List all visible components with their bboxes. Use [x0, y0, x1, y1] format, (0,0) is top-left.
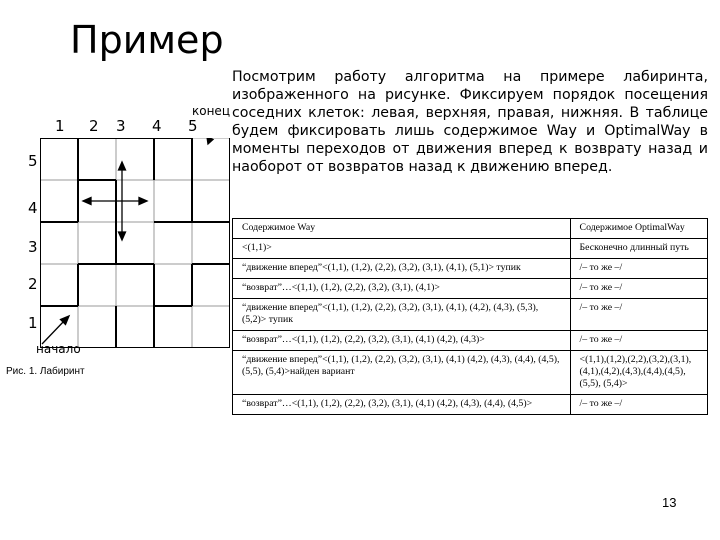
- slide-title: Пример: [70, 18, 224, 62]
- end-label: конец: [192, 104, 230, 118]
- way-cell: “движение вперед”<(1,1), (1,2), (2,2), (3,2), (3,1), (4,1) (4,2), (4,3), (4,4), (4,5), (5,5), (5,4)>найден вариант: [233, 351, 571, 395]
- table-row: [233, 259, 708, 279]
- figure-caption: Рис. 1. Лабиринт: [6, 366, 85, 377]
- optimal-cell: /– то же –/: [570, 299, 707, 331]
- start-label: начало: [36, 342, 81, 356]
- col-label-3: 3: [116, 117, 126, 135]
- row-label-4: 4: [28, 199, 38, 217]
- optimal-cell: /– то же –/: [570, 331, 707, 351]
- col-label-4: 4: [152, 117, 162, 135]
- table-row: [233, 239, 708, 259]
- way-cell: “возврат”…<(1,1), (1,2), (2,2), (3,2), (3,1), (4,1)>: [233, 279, 571, 299]
- row-label-1: 1: [28, 314, 38, 332]
- table-header-row: [233, 219, 708, 239]
- maze-diagram: [40, 138, 230, 348]
- table-row: [233, 351, 708, 395]
- table-row: [233, 395, 708, 415]
- optimal-cell: <(1,1),(1,2),(2,2),(3,2),(3,1),(4,1),(4,2),(4,3),(4,4),(4,5),(5,5), (5,4)>: [570, 351, 707, 395]
- optimal-cell: Бесконечно длинный путь: [570, 239, 707, 259]
- row-label-3: 3: [28, 238, 38, 256]
- table-row: [233, 299, 708, 331]
- intro-paragraph: Посмотрим работу алгоритма на примере лабиринта, изображенного на рисунке. Фиксируем порядок посещения соседних клеток: левая, верхняя, правая, нижняя. В таблице будем фиксировать лишь содержимое Way и OptimalWay в моменты переходов от движения вперед к возврату назад и наоборот от возвратов назад к движению вперед.: [232, 69, 708, 175]
- col-label-2: 2: [89, 117, 99, 135]
- header-optimalway: Содержимое OptimalWay: [570, 219, 707, 239]
- row-label-2: 2: [28, 275, 38, 293]
- way-cell: “возврат”…<(1,1), (1,2), (2,2), (3,2), (3,1), (4,1) (4,2), (4,3)>: [233, 331, 571, 351]
- optimal-cell: /– то же –/: [570, 279, 707, 299]
- table-row: [233, 331, 708, 351]
- optimal-cell: /– то же –/: [570, 395, 707, 415]
- way-cell: “возврат”…<(1,1), (1,2), (2,2), (3,2), (3,1), (4,1) (4,2), (4,3), (4,4), (4,5)>: [233, 395, 571, 415]
- col-label-1: 1: [55, 117, 65, 135]
- end-arrow-icon: [207, 138, 216, 144]
- way-cell: “движение вперед”<(1,1), (1,2), (2,2), (3,2), (3,1), (4,1), (4,2), (4,3), (5,3), (5,2)> тупик: [233, 299, 571, 331]
- header-way: Содержимое Way: [233, 219, 571, 239]
- table-row: [233, 279, 708, 299]
- way-cell: “движение вперед”<(1,1), (1,2), (2,2), (3,2), (3,1), (4,1), (5,1)> тупик: [233, 259, 571, 279]
- optimal-cell: /– то же –/: [570, 259, 707, 279]
- way-cell: <(1,1)>: [233, 239, 571, 259]
- col-label-5: 5: [188, 117, 198, 135]
- trace-table: [232, 218, 708, 415]
- start-arrow-icon: [42, 316, 69, 344]
- page-number: 13: [662, 495, 677, 510]
- row-label-5: 5: [28, 152, 38, 170]
